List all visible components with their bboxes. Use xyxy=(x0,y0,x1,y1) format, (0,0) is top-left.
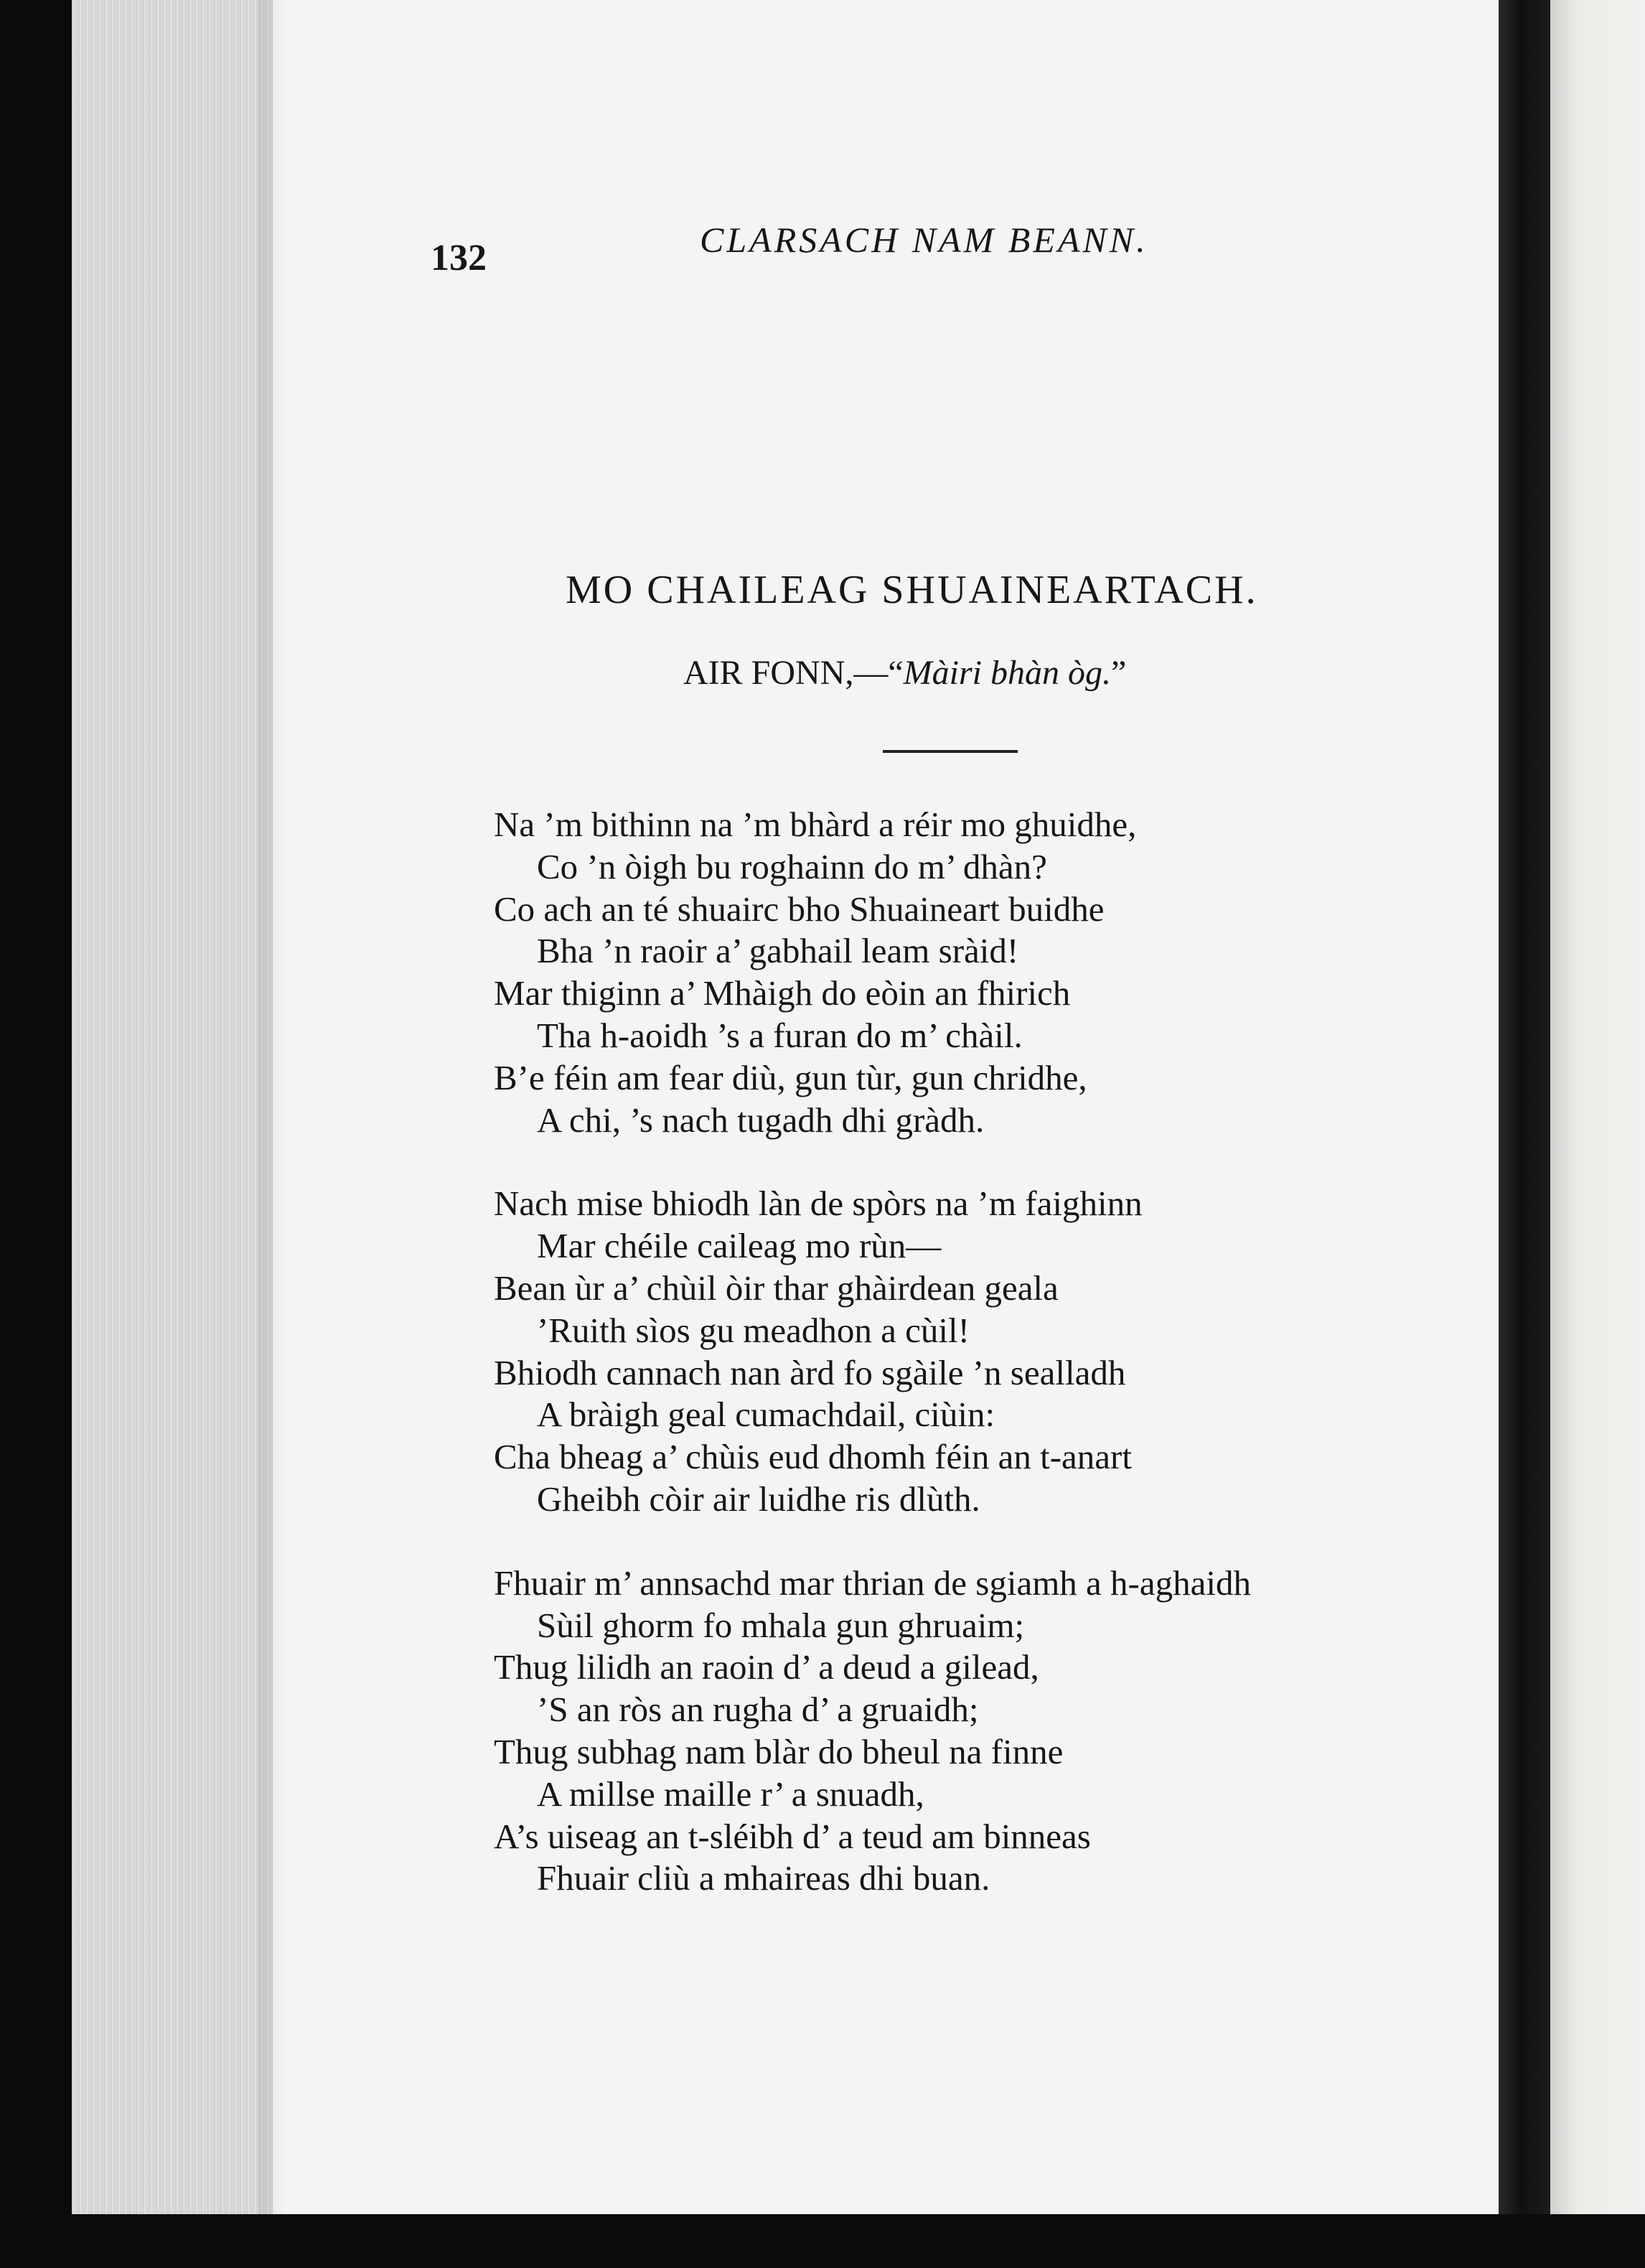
poem-line: Sùil ghorm fo mhala gun ghruaim; xyxy=(537,1605,1025,1645)
poem-line: Tha h-aoidh ’s a furan do m’ chàil. xyxy=(537,1015,1023,1055)
stanza-2 xyxy=(494,1183,1484,1520)
running-title: CLARSACH NAM BEANN. xyxy=(700,220,1148,260)
poem-line: A millse maille r’ a snuadh, xyxy=(537,1773,924,1814)
page-number: 132 xyxy=(431,238,487,278)
poem-line: ’Ruith sìos gu meadhon a cùil! xyxy=(537,1310,970,1350)
scan-border-bottom xyxy=(0,2214,1645,2268)
air-label: AIR FONN,—“ xyxy=(683,654,904,692)
poem-line: A chi, ’s nach tugadh dhi gràdh. xyxy=(537,1100,985,1140)
poem-line: Bean ùr a’ chùil òir thar ghàirdean geala xyxy=(494,1267,1059,1308)
poem-line: ’S an ròs an rugha d’ a gruaidh; xyxy=(537,1690,979,1730)
poem-line: A bràigh geal cumachdail, ciùin: xyxy=(537,1395,995,1435)
page-edges xyxy=(72,0,273,2214)
facing-page-edge xyxy=(1550,0,1645,2268)
poem-title: MO CHAILEAG SHUAINEARTACH. xyxy=(566,568,1258,612)
scan-border-left xyxy=(0,0,72,2268)
air-close-quote: ” xyxy=(1111,654,1127,692)
poem-line: Cha bheag a’ chùis eud dhomh féin an t-anart xyxy=(494,1437,1132,1477)
poem-body xyxy=(494,804,1484,1941)
poem-line: Gheibh còir air luidhe ris dlùth. xyxy=(537,1479,980,1519)
poem-line: Co ach an té shuairc bho Shuaineart buidhe xyxy=(494,889,1105,929)
poem-line: Fhuair cliù a mhaireas dhi buan. xyxy=(537,1858,990,1898)
poem-line: Na ’m bithinn na ’m bhàrd a réir mo ghuidhe, xyxy=(494,805,1137,844)
air-tune: Màiri bhàn òg. xyxy=(903,654,1111,692)
poem-line: Mar thiginn a’ Mhàigh do eòin an fhirich xyxy=(494,973,1071,1013)
poem-line: Co ’n òigh bu roghainn do m’ dhàn? xyxy=(537,846,1047,886)
poem-line: Fhuair m’ annsachd mar thrian de sgiamh a h-aghaidh xyxy=(494,1562,1251,1603)
poem-line: Thug subhag nam blàr do bheul na finne xyxy=(494,1731,1064,1771)
stanza-3 xyxy=(494,1562,1484,1900)
poem-line: Mar chéile caileag mo rùn— xyxy=(537,1226,942,1266)
page-edge-shadow xyxy=(258,0,287,2214)
stanza-1 xyxy=(494,804,1484,1141)
book-spine-shadow xyxy=(1499,0,1550,2232)
section-rule xyxy=(883,750,1018,753)
poem-line: Bha ’n raoir a’ gabhail leam sràid! xyxy=(537,931,1019,971)
poem-line: A’s uiseag an t-sléibh d’ a teud am binneas xyxy=(494,1816,1091,1856)
poem-line: Nach mise bhiodh làn de spòrs na ’m faighinn xyxy=(494,1184,1143,1224)
poem-line: B’e féin am fear diù, gun tùr, gun chridhe, xyxy=(494,1057,1087,1097)
poem-line: Thug lilidh an raoin d’ a deud a gilead, xyxy=(494,1647,1039,1687)
poem-line: Bhiodh cannach nan àrd fo sgàile ’n sealladh xyxy=(494,1352,1126,1392)
air-line xyxy=(683,653,1126,693)
